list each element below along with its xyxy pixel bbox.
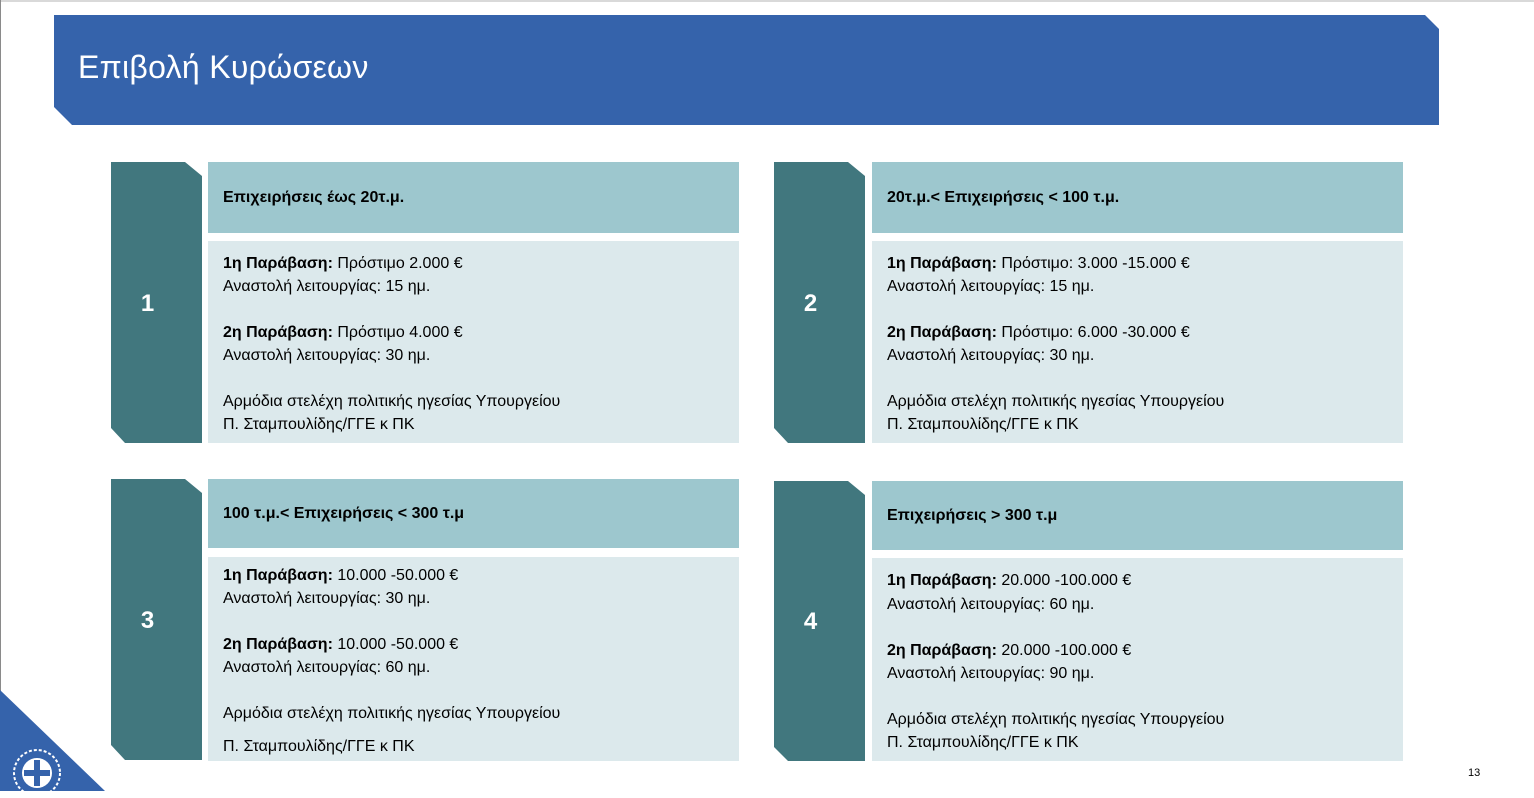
- panel-4-title: Επιχειρήσεις > 300 τ.μ: [887, 506, 1058, 524]
- panel-2-suspension-1: Αναστολή λειτουργίας: 15 ημ.: [887, 278, 1095, 295]
- panel-1-suspension-2: Αναστολή λειτουργίας: 30 ημ.: [223, 347, 431, 364]
- panel-2-title-box: [872, 162, 1403, 233]
- panel-4-authority-line-1: Αρμόδια στελέχη πολιτικής ηγεσίας Υπουργείου: [887, 711, 1225, 728]
- page-title: Επιβολή Κυρώσεων: [78, 49, 369, 85]
- panel-1-violation-1: 1η Παράβαση: Πρόστιμο 2.000 €: [223, 255, 463, 272]
- panel-3-title: 100 τ.μ.< Επιχειρήσεις < 300 τ.μ: [223, 504, 465, 522]
- panel-2-authority-line-1: Αρμόδια στελέχη πολιτικής ηγεσίας Υπουργείου: [887, 393, 1225, 410]
- panel-3-violation-2: 2η Παράβαση: 10.000 -50.000 €: [223, 636, 459, 653]
- panel-4-violation-1: 1η Παράβαση: 20.000 -100.000 €: [887, 572, 1132, 589]
- panel-1-body: [208, 241, 739, 443]
- panel-3-authority-line-1: Αρμόδια στελέχη πολιτικής ηγεσίας Υπουργείου: [223, 705, 561, 722]
- panel-1-title: Επιχειρήσεις έως 20τ.μ.: [223, 188, 405, 206]
- panel-4-title-box: [872, 481, 1403, 550]
- panel-1-number: 1: [140, 290, 155, 317]
- panel-3-authority-line-2: Π. Σταμπουλίδης/ΓΓΕ κ ΠΚ: [223, 738, 415, 755]
- panel-1-authority-line-2: Π. Σταμπουλίδης/ΓΓΕ κ ΠΚ: [223, 416, 415, 433]
- page-number: 13: [1468, 767, 1481, 779]
- panel-4-authority-line-2: Π. Σταμπουλίδης/ΓΓΕ κ ΠΚ: [887, 734, 1079, 751]
- panel-1-violation-2: 2η Παράβαση: Πρόστιμο 4.000 €: [223, 324, 463, 341]
- panel-2-authority-line-2: Π. Σταμπουλίδης/ΓΓΕ κ ΠΚ: [887, 416, 1079, 433]
- panel-1-title-box: [208, 162, 739, 233]
- panel-3-title-box: [208, 479, 739, 548]
- panel-2-suspension-2: Αναστολή λειτουργίας: 30 ημ.: [887, 347, 1095, 364]
- panel-3-suspension-1: Αναστολή λειτουργίας: 30 ημ.: [223, 590, 431, 607]
- panel-3-suspension-2: Αναστολή λειτουργίας: 60 ημ.: [223, 659, 431, 676]
- panel-2-body: [872, 241, 1403, 443]
- panel-4-violation-2: 2η Παράβαση: 20.000 -100.000 €: [887, 642, 1132, 659]
- left-border: [0, 0, 1, 791]
- panel-3-body: [208, 557, 739, 761]
- panel-3-number: 3: [140, 607, 155, 634]
- panel-2-title: 20τ.μ.< Επιχειρήσεις < 100 τ.μ.: [887, 188, 1120, 206]
- panel-4-suspension-2: Αναστολή λειτουργίας: 90 ημ.: [887, 665, 1095, 682]
- panel-1-authority-line-1: Αρμόδια στελέχη πολιτικής ηγεσίας Υπουργείου: [223, 393, 561, 410]
- top-border: [0, 0, 1534, 2]
- panel-2-violation-1: 1η Παράβαση: Πρόστιμο: 3.000 -15.000 €: [887, 255, 1190, 272]
- panel-2-violation-2: 2η Παράβαση: Πρόστιμο: 6.000 -30.000 €: [887, 324, 1190, 341]
- panel-4-number: 4: [803, 608, 818, 635]
- panel-2-number: 2: [803, 290, 818, 317]
- panel-1-suspension-1: Αναστολή λειτουργίας: 15 ημ.: [223, 278, 431, 295]
- panel-3-violation-1: 1η Παράβαση: 10.000 -50.000 €: [223, 567, 459, 584]
- panel-4-body: [872, 558, 1403, 761]
- panel-4-suspension-1: Αναστολή λειτουργίας: 60 ημ.: [887, 596, 1095, 613]
